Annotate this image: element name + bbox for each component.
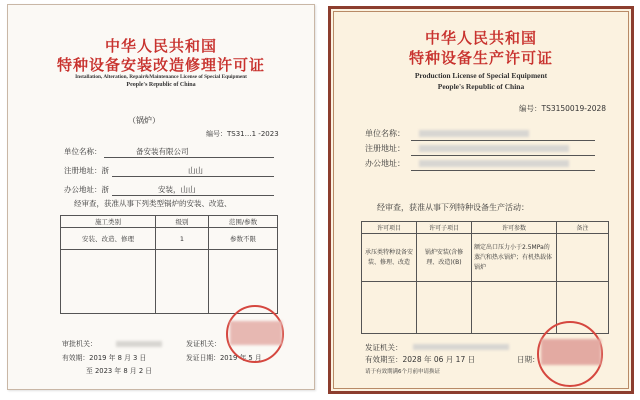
left-english-line2: People's Republic of China [126,82,196,88]
redacted-text [419,160,569,167]
table-cell: 额定出口压力小于2.5MPa的蒸汽和热水锅炉；有机热载体锅炉 [472,234,557,282]
redacted-text [116,341,162,347]
left-issue-date: 发证日期：2019 年 5 月 [186,354,262,362]
right-valid-to: 有效期至：2028 年 06 月 17 日 [365,355,476,364]
redacted-text [413,344,509,350]
left-table-header: 施工类别 [61,216,156,228]
redacted-text [419,145,569,152]
installation-license-certificate [7,4,315,390]
right-office-label: 办公地址： [365,159,405,168]
left-category: （锅炉） [128,116,160,125]
table-cell: 1 [156,228,209,250]
left-reg-underline [112,176,274,177]
right-issue-label: 日期： [517,355,540,364]
table-cell: 承压类特种设备安装、修理、改造 [362,234,417,282]
left-company-underline [104,157,274,158]
left-title-line2: 特种设备安装改造修理许可证 [56,56,265,74]
left-reg-value: 山山 [188,166,203,175]
redacted-seal [541,339,601,365]
left-office-value: 安装，山山 [158,185,196,194]
right-company-label: 单位名称： [365,129,405,138]
left-office-label: 办公地址：浙 [64,185,109,194]
redacted-text [419,130,529,137]
left-english-line1: Installation, Alteration, Repair&Maintenance License of Special Equipment [75,74,247,80]
table-cell: 安装、改造、修理 [61,228,156,250]
right-table-header: 许可子项目 [417,222,472,234]
right-office-underline [411,170,595,171]
left-issuer-label: 发证机关： [186,340,221,348]
right-company-underline [411,140,595,141]
left-license-number: 编号：TS31…1 -2023 [206,130,279,138]
left-approval-label: 审批机关： [62,340,97,348]
table-cell: 锅炉安装(含修理、改造)(B) [417,234,472,282]
redacted-seal [230,321,282,345]
left-reg-label: 注册地址：浙 [64,166,109,175]
right-table-header: 备注 [557,222,609,234]
table-cell [557,234,609,282]
right-reg-label: 注册地址： [365,144,405,153]
right-table-header: 许可项目 [362,222,417,234]
right-intro: 经审查，获准从事下列特种设备生产活动： [377,203,529,212]
right-english-line1: Production License of Special Equipment [414,71,548,80]
left-valid-from: 有效期：2019 年 8 月 3 日 [62,354,147,362]
table-row [61,228,278,250]
table-row [362,234,609,282]
left-office-underline [112,195,274,196]
left-valid-to: 至 2023 年 8 月 2 日 [86,367,153,375]
production-license-certificate [328,6,634,394]
left-table-header: 级别 [156,216,209,228]
left-intro: 经审查，获准从事下列类型锅炉的安装、改造、 [74,199,232,208]
right-english-line2: People's Republic of China [437,82,525,91]
right-scope-table [361,221,609,334]
right-title-line2: 特种设备生产许可证 [408,49,553,67]
right-table-header: 许可参数 [472,222,557,234]
left-table-header: 范围/参数 [209,216,278,228]
right-title-line1: 中华人民共和国 [424,29,537,47]
right-reg-underline [411,155,595,156]
left-scope-table [60,215,278,314]
left-company-label: 单位名称： [64,147,102,156]
left-title-line1: 中华人民共和国 [104,37,217,55]
right-license-number: 编号：TS3150019-2028 [519,104,607,113]
right-issuer-label: 发证机关： [365,343,403,352]
right-footnote: 请于有效期满6个月前申请换证 [365,369,441,375]
left-company-value: 备安装有限公司 [136,147,189,156]
table-row [61,250,278,314]
table-cell: 参数不限 [209,228,278,250]
